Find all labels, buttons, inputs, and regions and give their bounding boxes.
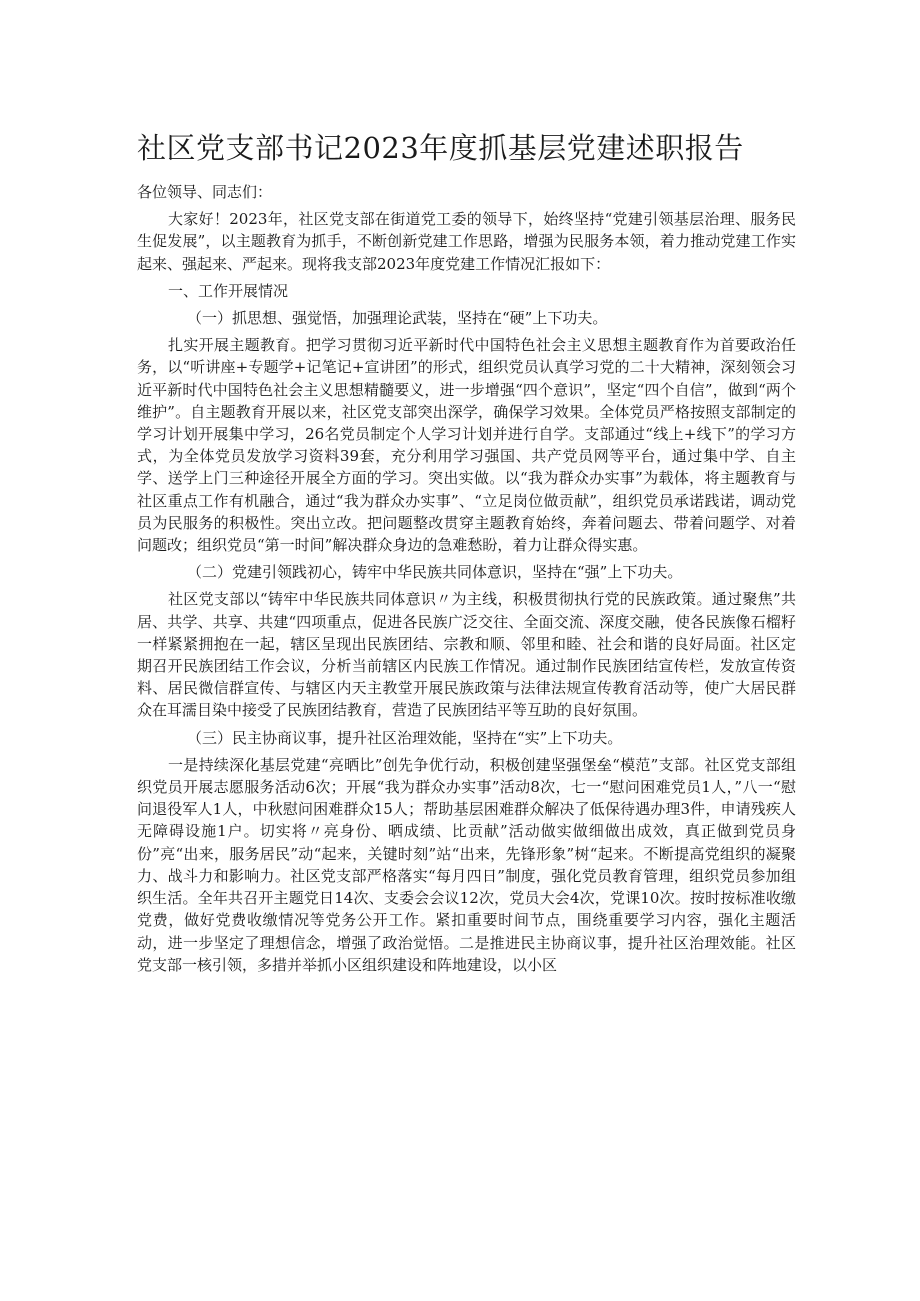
sub-heading-3: （三）民主协商议事，提升社区治理效能，坚持在“实”上下功夫。 [187,728,623,747]
paragraph-1: 扎实开展主题教育。把学习贯彻习近平新时代中国特色社会主义思想主题教育作为首要政治任务，以“听讲座+专题学+记笔记+宣讲团”的形式，组织党员认真学习党的二十大精神，深刻领会习近平新时代中国特色社会主义思想精髓要义，进一步增强“四个意识”，坚定“四个自信”，做到“两个维护”。自主题教育开展以来，社区党支部突出深学，确保学习效果。全体党员严格按照支部制定的学习计划开展集中学习，26名党员制定个人学习计划并进行自学。支部通过“线上+线下”的学习方式，为全体党员发放学习资料39套，充分利用学习强国、共产党员网等平台，通过集中学、自主学、送学上门三种途径开展全方面的学习。突出实做。以“我为群众办实事”为载体，将主题教育与社区重点工作有机融合，通过“我为群众办实事”、“立足岗位做贡献”，组织党员承诺践诺，调动党员为民服务的积极性。突出立改。把问题整改贯穿主题教育始终，奔着问题去、带着问题学、对着问题改；组织党员“第一时间”解决群众身边的急难愁盼，着力让群众得实惠。 [137,336,796,555]
sub-heading-1: （一）抓思想、强觉悟，加强理论武装，坚持在“硬”上下功夫。 [187,309,608,328]
paragraph-2: 社区党支部以“铸牢中华民族共同体意识〃为主线，积极贯彻执行党的民族政策。通过聚焦”共居、共学、共享、共建“四项重点，促进各民族广泛交往、全面交流、深度交融，使各民族像石榴籽一样紧紧拥抱在一起，辖区呈现出民族团结、宗教和顺、邻里和睦、社会和谐的良好局面。社区定期召开民族团结工作会议，分析当前辖区内民族工作情况。通过制作民族团结宣传栏，发放宣传资料、居民微信群宣传、与辖区内天主教堂开展民族政策与法律法规宣传教育活动等，使广大居民群众在耳濡目染中接受了民族团结教育，营造了民族团结平等互助的良好氛围。 [137,590,796,720]
salutation: 各位领导、同志们： [137,183,273,201]
document-title: 社区党支部书记2023年度抓基层党建述职报告 [137,131,744,165]
intro-paragraph: 大家好！2023年，社区党支部在街道党工委的领导下，始终坚持“党建引领基层治理、服务民生促发展”，以主题教育为抓手，不断创新党建工作思路，增强为民服务本领，着力推动党建工作实起来、强起来、严起来。现将我支部2023年度党建工作情况汇报如下： [137,210,796,273]
paragraph-3: 一是持续深化基层党建“亮晒比”创先争优行动，积极创建坚强堡垒“模范”支部。社区党支部组织党员开展志愿服务活动6次；开展“我为群众办实事”活动8次，七一“慰问困难党员1人，”八一“慰问退役军人1人，中秋慰问困难群众15人；帮助基层困难群众解决了低保待遇办理3件，申请残疾人无障碍设施1户。切实将〃亮身份、晒成绩、比贡献”活动做实做细做出成效，真正做到党员身份”亮“出来，服务居民”动“起来，关键时刻”站“出来，先锋形象”树“起来。不断提高党组织的凝聚力、战斗力和影响力。社区党支部严格落实“每月四日”制度，强化党员教育管理，组织党员参加组织生活。全年共召开主题党日14次、支委会会议12次，党员大会4次，党课10次。按时按标准收缴党费，做好党费收缴情况等党务公开工作。紧扣重要时间节点，围绕重要学习内容，强化主题活动，进一步坚定了理想信念，增强了政治觉悟。二是推进民主协商议事，提升社区治理效能。社区党支部一核引领，多措并举抓小区组织建设和阵地建设，以小区 [137,755,796,974]
section-heading-1: 一、工作开展情况 [168,281,289,300]
sub-heading-2: （二）党建引领践初心，铸牢中华民族共同体意识，坚持在“强”上下功夫。 [187,563,683,582]
document-body [137,181,796,981]
